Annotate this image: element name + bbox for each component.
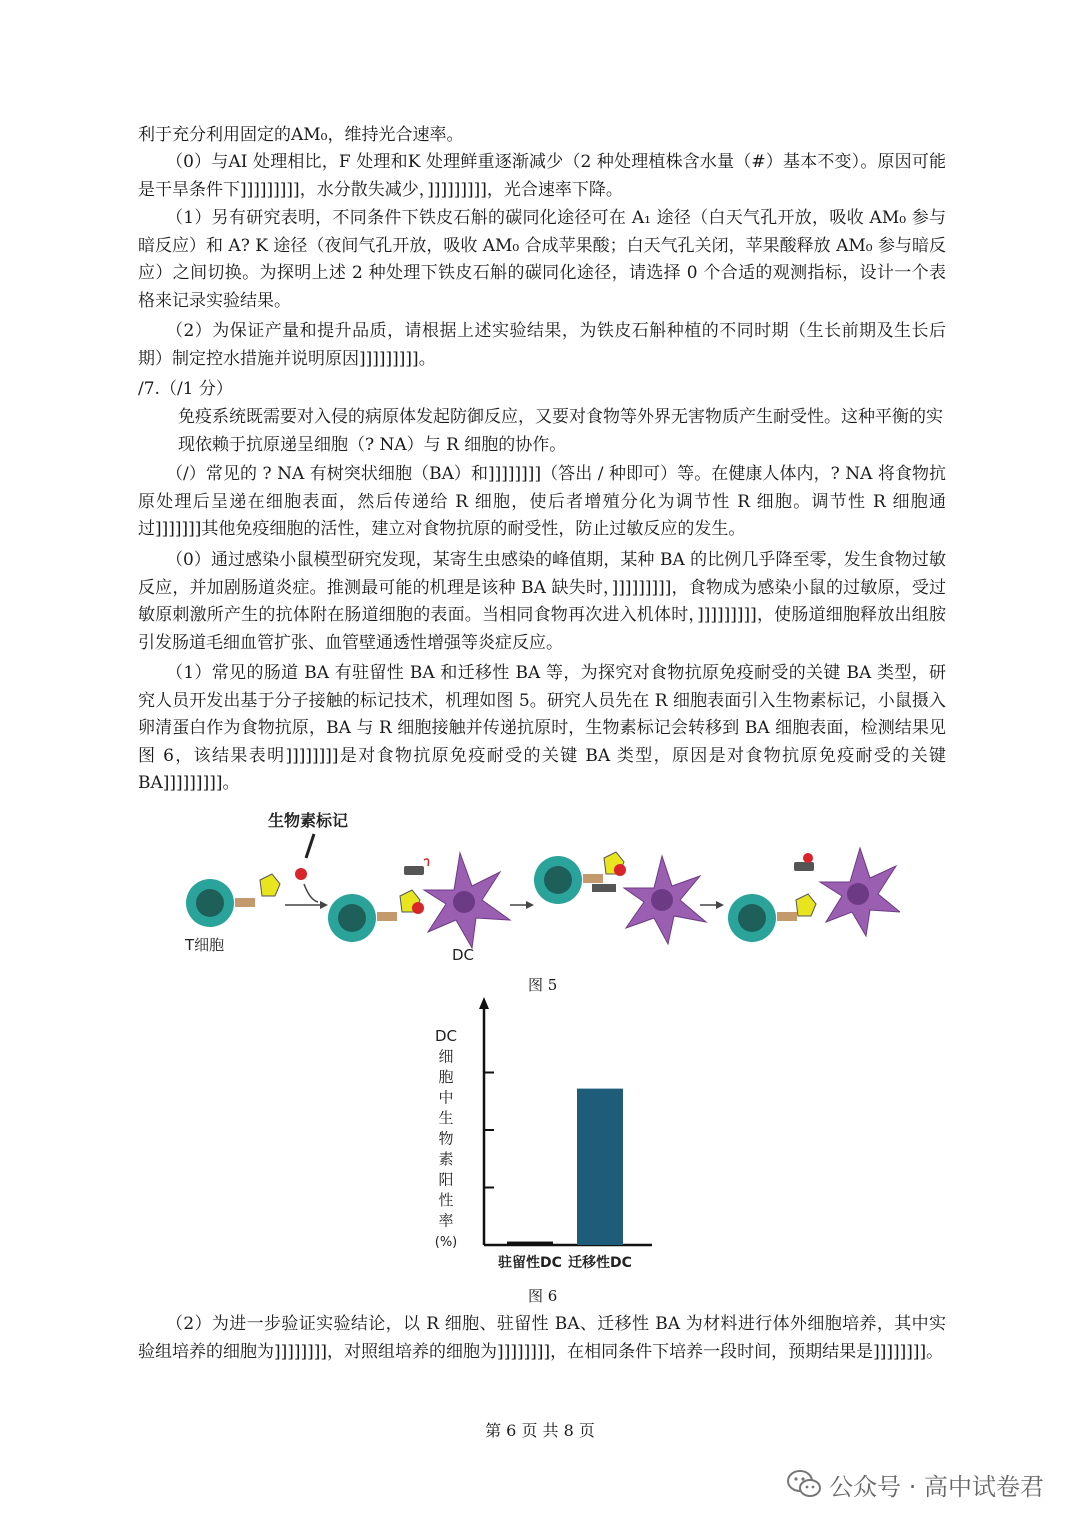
dc-nucleus	[651, 889, 673, 911]
mhc-tag	[592, 884, 616, 892]
tcr-receptor	[583, 874, 603, 883]
paragraph-q2: （2）为保证产量和提升品质，请根据上述实验结果，为铁皮石斛种植的不同时期（生长前期及生长后期）制定控水措施并说明原因]]]]]]]]]。	[138, 321, 946, 369]
arrow-3-head	[716, 901, 724, 909]
link	[424, 859, 429, 866]
x-tick-labels	[498, 1254, 632, 1271]
mhc-tag	[404, 866, 424, 875]
paragraph-continuation: 利于充分利用固定的AM₀，维持光合速率。	[138, 125, 464, 145]
tcr-receptor	[377, 912, 397, 921]
paragraph-q0: （0）与AI 处理相比，F 处理和K 处理鲜重逐渐减少（2 种处理植株含水量（#）基本不变）。原因可能是干旱条件下]]]]]]]]]，水分散失减少，]]]]]]]]]，光合速率下降。	[138, 152, 946, 200]
paragraph-sub2: （0）通过感染小鼠模型研究发现，某寄生虫感染的峰值期，某种 BA 的比例几乎降至零，发生食物过敏反应，并加剧肠道炎症。推测最可能的机理是该种 BA 缺失时，]]]]]]]]]，食物成为感染小鼠的过敏原，受过敏原刺激所产生的抗体附在肠道细胞的表面。当相同食物再次进入机体时，]]]]]]]]]，使肠道细胞释放出组胺引发肠道毛细血管扩张、血管壁通透性增强等炎症反应。	[138, 550, 946, 653]
biotin-pointer	[306, 834, 314, 858]
y-label-char: 胞	[438, 1068, 454, 1086]
stage-3	[534, 852, 706, 944]
question-lead: 免疫系统既需要对入侵的病原体发起防御反应，又要对食物等外界无害物质产生耐受性。这种平衡的实现依赖于抗原递呈细胞（? NA）与 R 细胞的协作。	[178, 407, 943, 455]
paragraph-sub4: （2）为进一步验证实验结论，以 R 细胞、驻留性 BA、迁移性 BA 为材料进行体外细胞培养，其中实验组培养的细胞为]]]]]]]]，对照组培养的细胞为]]]]]]]]，在相同条件下培养一段时间，预期结果是]]]]]]]]。	[138, 1314, 946, 1362]
page-footer: 第 6 页 共 8 页	[485, 1421, 595, 1440]
biotin-dot	[614, 864, 626, 876]
tcr-receptor	[235, 898, 255, 907]
antigen	[260, 874, 280, 896]
y-label-char: (%)	[434, 1235, 458, 1250]
dc-nucleus	[847, 883, 869, 905]
biotin-dot	[295, 868, 307, 880]
bar-1	[507, 1242, 553, 1245]
question-heading: /7.（/1 分）	[138, 379, 233, 399]
y-label-char: 中	[438, 1088, 454, 1107]
x-tick-label: 迁移性DC	[568, 1255, 632, 1271]
tcr-receptor	[777, 912, 797, 921]
watermark-text: 公众号 · 高中试卷君	[829, 1472, 1044, 1501]
y-axis-arrow	[479, 997, 489, 1009]
label-t-cell: T细胞	[185, 936, 225, 954]
y-label-char: 物	[438, 1129, 454, 1148]
biotin-dot	[412, 902, 424, 914]
stage-1	[184, 874, 318, 954]
arrow-curve	[304, 884, 318, 902]
antigen	[796, 894, 816, 916]
arrow-1-head	[320, 901, 328, 909]
wechat-icon	[787, 1469, 821, 1499]
stage-4	[728, 848, 900, 942]
t-cell-nucleus	[738, 904, 766, 932]
mhc-tag	[794, 862, 814, 871]
figure-5-diagram	[180, 808, 900, 970]
figure-5-caption: 图 5	[528, 976, 558, 994]
x-tick-label: 驻留性DC	[498, 1255, 562, 1271]
label-dc: DC	[452, 946, 475, 964]
y-label-char: 素	[438, 1150, 454, 1168]
figure-6-caption: 图 6	[528, 1287, 558, 1305]
y-axis-label	[435, 1027, 458, 1250]
t-cell-nucleus	[196, 889, 224, 917]
y-label-char: 性	[438, 1191, 454, 1209]
paragraph-sub1: （/）常见的 ? NA 有树突状细胞（BA）和]]]]]]]]（答出 / 种即可）等。在健康人体内，? NA 将食物抗原处理后呈递在细胞表面，然后传递给 R 细胞，使后者增殖分化为调节性 R 细胞。调节性 R 细胞通过]]]]]]]其他免疫细胞的活性，建立对食物抗原的耐受性，防止过敏反应的发生。	[138, 464, 946, 539]
figure-6-chart	[420, 995, 670, 1275]
t-cell-nucleus	[338, 904, 366, 932]
y-label-char: 生	[438, 1109, 454, 1127]
biotin-dot	[803, 853, 813, 863]
bar-2	[577, 1089, 623, 1245]
stage-2	[328, 853, 510, 964]
paragraph-sub3: （1）常见的肠道 BA 有驻留性 BA 和迁移性 BA 等，为探究对食物抗原免疫耐受的关键 BA 类型，研究人员开发出基于分子接触的标记技术，机理如图 5。研究人员先在 R 细胞表面引入生物素标记，小鼠摄入卵清蛋白作为食物抗原，BA 与 R 细胞接触并传递抗原时，生物素标记会转移到 BA 细胞表面，检测结果见图 6，该结果表明]]]]]]]]是对食物抗原免疫耐受的关键 BA 类型，原因是对食物抗原免疫耐受的关键 BA]]]]]]]]]。	[138, 663, 946, 793]
y-ticks	[484, 1073, 494, 1188]
y-label-char: 细	[438, 1047, 454, 1066]
paragraph-q1: （1）另有研究表明，不同条件下铁皮石斛的碳同化途径可在 A₁ 途径（白天气孔开放，吸收 AM₀ 参与暗反应）和 A? K 途径（夜间气孔开放，吸收 AM₀ 合成苹果酸；白天气孔关闭，苹果酸释放 AM₀ 参与暗反应）之间切换。为探明上述 2 种处理下铁皮石斛的碳同化途径，请选择 0 个合适的观测指标，设计一个表格来记录实验结果。	[138, 208, 946, 311]
watermark	[787, 1466, 1044, 1502]
t-cell-nucleus	[544, 866, 572, 894]
dc-nucleus	[453, 891, 475, 913]
bars	[507, 1089, 623, 1245]
arrow-2-head	[526, 901, 534, 909]
y-label-char: 阳	[438, 1170, 454, 1189]
y-label-char: 率	[438, 1211, 454, 1230]
label-biotin: 生物素标记	[268, 811, 349, 830]
y-label-char: DC	[434, 1027, 458, 1045]
